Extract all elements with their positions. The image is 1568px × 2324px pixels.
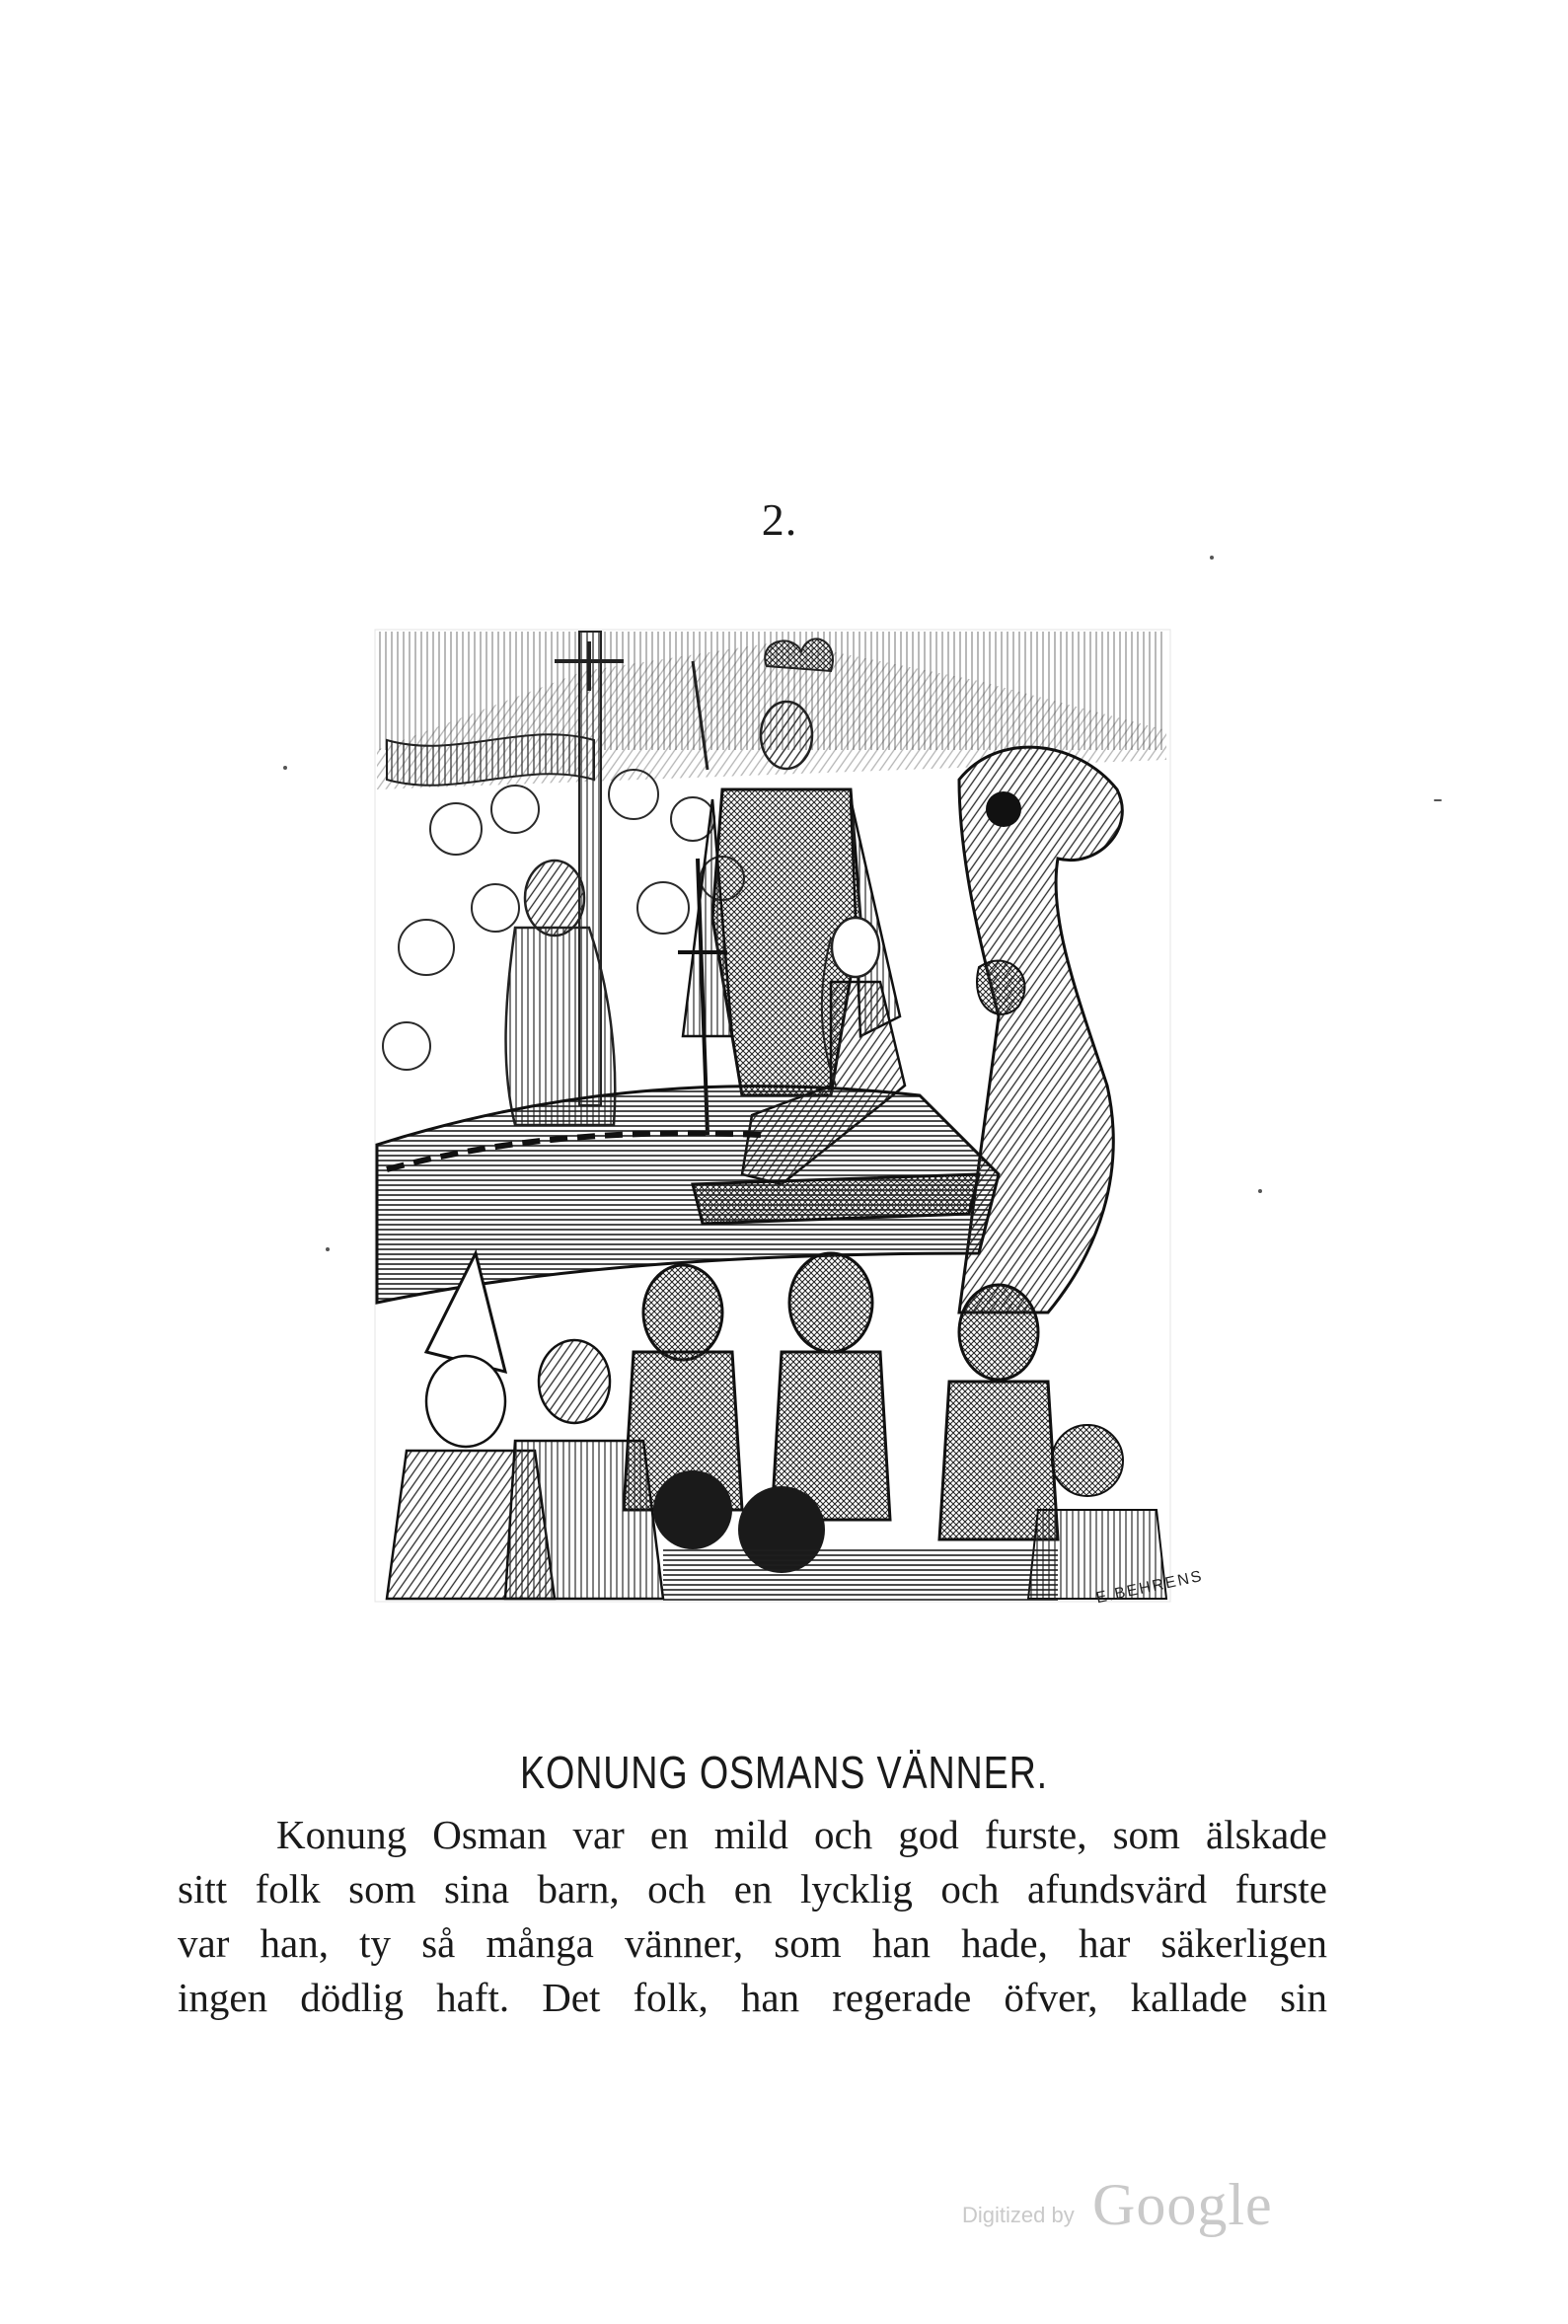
chapter-title: KONUNG OSMANS VÄNNER. (520, 1746, 1048, 1798)
engraving-icon (367, 622, 1181, 1609)
chapter-number: 2. (761, 494, 798, 545)
body-paragraph (178, 1808, 1327, 2025)
body-line: Konung Osman var en mild och god furste, som älskade (276, 1812, 1327, 1857)
engraving-illustration (367, 622, 1181, 1609)
engraver-signature: E.BEHRENS (1094, 1567, 1205, 1608)
stray-dot (1210, 556, 1214, 560)
stray-dot (326, 1247, 330, 1251)
body-line: var han, ty så många vänner, som han hade, har säkerligen (178, 1920, 1327, 1966)
body-line: ingen dödlig haft. Det folk, han regerade öfver, kallade sin (178, 1975, 1327, 2020)
google-logo: Google (1092, 2172, 1273, 2237)
stray-dot (283, 766, 287, 770)
digitization-watermark (962, 2171, 1288, 2240)
watermark-prefix: Digitized by (962, 2203, 1075, 2227)
stray-dot (1434, 799, 1442, 801)
stray-dot (1258, 1189, 1262, 1193)
throne-platform (693, 1174, 979, 1224)
body-line: sitt folk som sina barn, och en lycklig och afundsvärd furste (178, 1866, 1327, 1912)
